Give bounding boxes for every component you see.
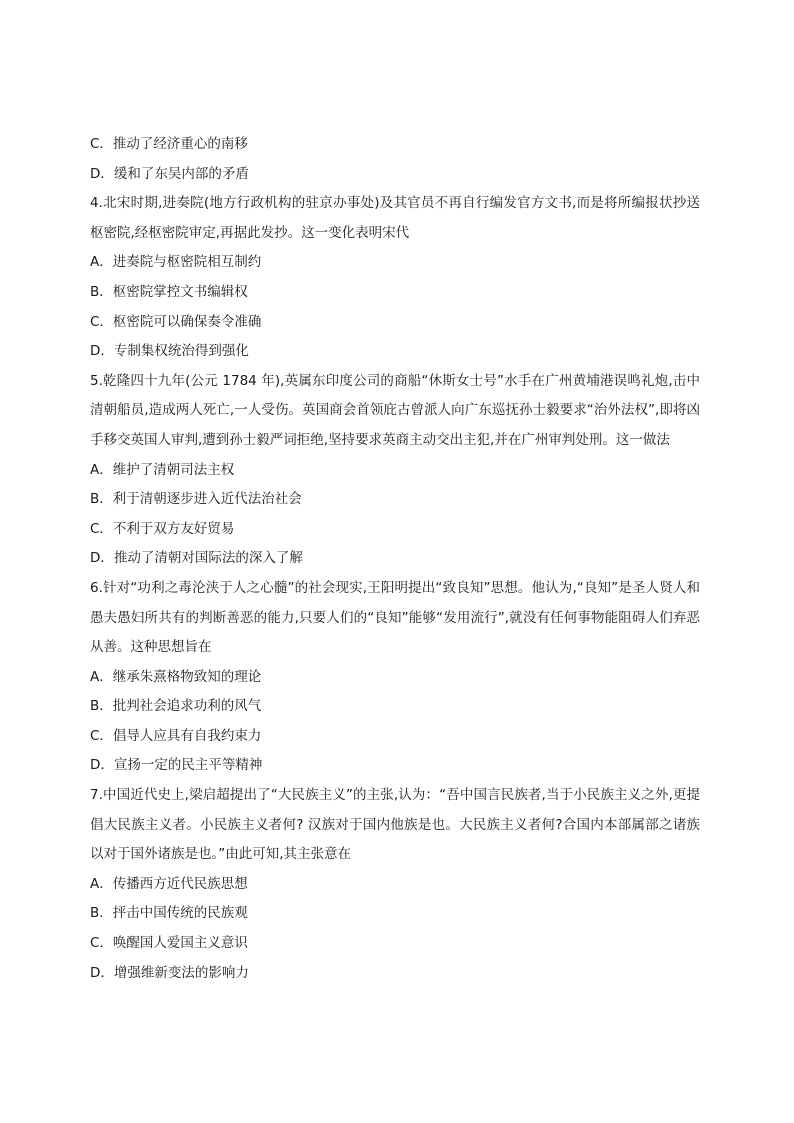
option-c: C．枢密院可以确保奏令准确 <box>90 313 262 330</box>
option-d: D．专制集权统治得到强化 <box>90 343 249 360</box>
option-c: C．推动了经济重心的南移 <box>90 136 248 152</box>
option-d: D．宣扬一定的民主平等精神 <box>90 757 263 774</box>
option-b: B．枢密院掌控文书编辑权 <box>90 283 248 300</box>
option-d: D．增强维新变法的影响力 <box>90 964 249 981</box>
option-d: D．推动了清朝对国际法的深入了解 <box>90 550 303 567</box>
question-6 <box>90 574 700 781</box>
question-stem: 5.乾隆四十九年(公元 1784 年),英属东印度公司的商船“休斯女士号”水手在广州黄埔港误鸣礼炮,击中清朝船员,造成两人死亡,一人受伤。英国商会首领庇古曾派人向广东巡抚孙士毅要求“治外法权”,即将凶手移交英国人审判,遭到孙士毅严词拒绝,坚持要求英商主动交出主犯,并在广州审判处刑。这一做法 <box>90 372 700 448</box>
question-stem: 6.针对“功利之毒沦浃于人之心髓”的社会现实,王阳明提出“致良知”思想。他认为,“良知”是圣人贤人和愚夫愚妇所共有的判断善恶的能力,只要人们的“良知”能够“发用流行”,就没有任何事物能阻碍人们弃恶从善。这种思想旨在 <box>90 579 700 656</box>
option-b: B．抨击中国传统的民族观 <box>90 905 248 922</box>
option-a: A．维护了清朝司法主权 <box>90 461 235 478</box>
option-c: C．倡导人应具有自我约束力 <box>90 727 262 744</box>
question-stem: 4.北宋时期,进奏院(地方行政机构的驻京办事处)及其官员不再自行编发官方文书,而是将所编报状抄送枢密院,经枢密院审定,再据此发抄。这一变化表明宋代 <box>90 195 700 241</box>
option-a: A．传播西方近代民族思想 <box>90 875 248 892</box>
option-a: A．继承朱熹格物致知的理论 <box>90 668 262 685</box>
question-4 <box>90 189 700 367</box>
question-content <box>90 130 700 988</box>
question-5 <box>90 367 700 574</box>
option-b: B．批判社会追求功利的风气 <box>90 698 262 715</box>
option-d: D．缓和了东吴内部的矛盾 <box>90 165 249 182</box>
option-a: A．进奏院与枢密院相互制约 <box>90 254 262 271</box>
question-stem: 7.中国近代史上,梁启超提出了“大民族主义”的主张,认为：“吾中国言民族者,当于小民族主义之外,更提倡大民族主义者。小民族主义者何? 汉族对于国内他族是也。大民族主义者何?合国内本部属部之诸族以对于国外诸族是也。”由此可知,其主张意在 <box>90 787 700 863</box>
question-7 <box>90 781 700 988</box>
option-b: B．利于清朝逐步进入近代法治社会 <box>90 491 302 508</box>
option-c: C．不利于双方友好贸易 <box>90 520 235 537</box>
option-c: C．唤醒国人爱国主义意识 <box>90 935 248 952</box>
